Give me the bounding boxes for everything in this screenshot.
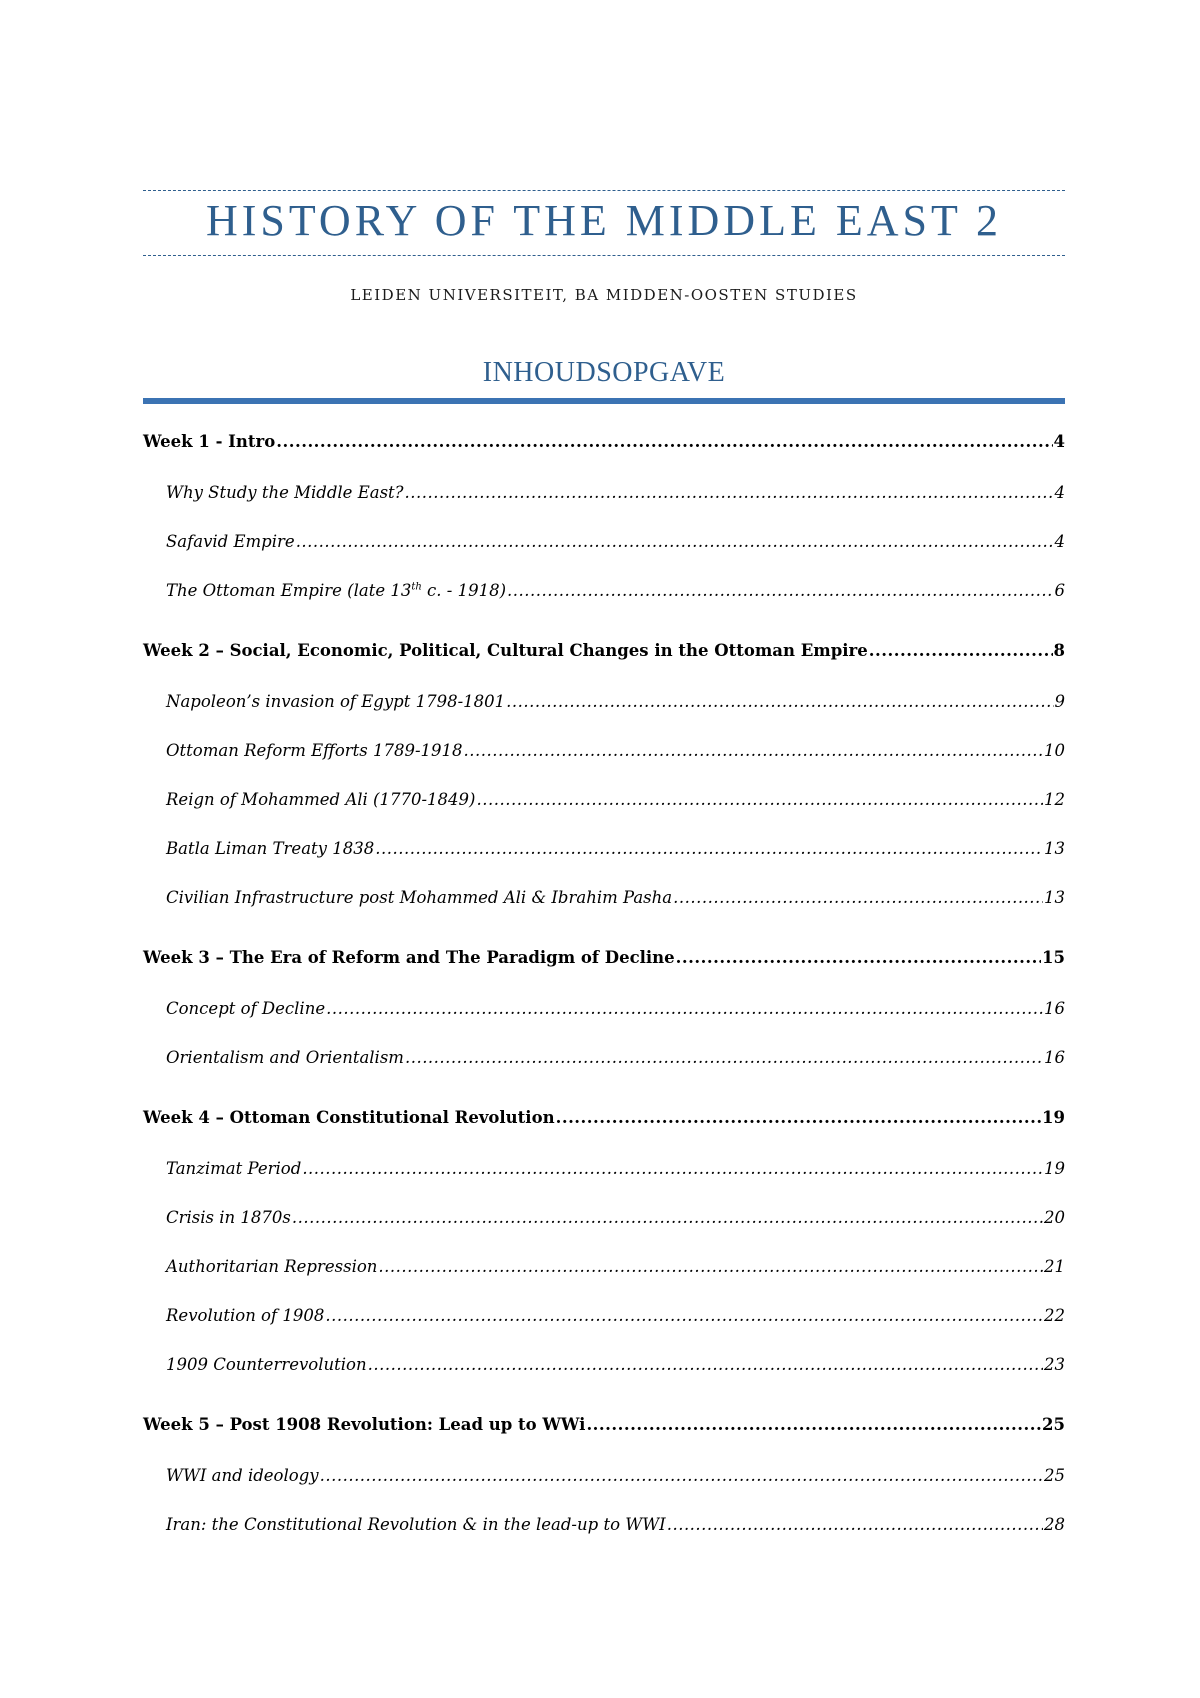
toc-entry-ottoman-reform[interactable]	[143, 741, 1065, 790]
document-subtitle: LEIDEN UNIVERSITEIT, BA MIDDEN-OOSTEN STUDIES	[350, 286, 858, 304]
toc-entry-label: Orientalism and Orientalism	[166, 1048, 404, 1067]
toc-entry-orientalism[interactable]	[143, 1048, 1065, 1108]
toc-leader-dots	[405, 1048, 1043, 1068]
toc-page-number: 4	[1054, 483, 1065, 502]
toc-entry-label: Napoleon’s invasion of Egypt 1798-1801	[166, 692, 506, 711]
toc-heading: INHOUDSOPGAVE	[482, 357, 726, 388]
toc-entry-label: Crisis in 1870s	[166, 1208, 291, 1227]
title-top-rule	[143, 190, 1065, 191]
toc-page-number: 15	[1042, 948, 1065, 967]
toc-entry-label: Week 2 – Social, Economic, Political, Cultural Changes in the Ottoman Empire	[143, 641, 868, 660]
toc-heading-rule	[143, 398, 1065, 404]
toc-entry-label: Reign of Mohammed Ali (1770-1849)	[166, 790, 476, 809]
toc-leader-dots	[326, 999, 1043, 1019]
toc-leader-dots	[378, 1257, 1043, 1277]
toc-entry-label: Iran: the Constitutional Revolution & in the lead-up to WWI	[166, 1515, 666, 1534]
toc-entry-revolution-1908[interactable]	[143, 1306, 1065, 1355]
toc-entry-label: Civilian Infrastructure post Mohammed Ali & Ibrahim Pasha	[166, 888, 673, 907]
toc-page-number: 21	[1044, 1257, 1065, 1276]
toc-leader-dots	[673, 888, 1043, 908]
toc-page-number: 8	[1053, 641, 1065, 660]
toc-entry-label: Why Study the Middle East?	[166, 483, 404, 502]
toc-leader-dots	[506, 692, 1053, 712]
toc-leader-dots	[292, 1208, 1043, 1228]
toc-page-number: 4	[1053, 432, 1065, 451]
toc-entry-week-5[interactable]	[143, 1415, 1065, 1466]
toc-label-superscript: th	[411, 581, 422, 593]
toc-entry-concept-of-decline[interactable]	[143, 999, 1065, 1048]
toc-entry-safavid-empire[interactable]	[143, 532, 1065, 581]
toc-entry-label: Authoritarian Repression	[166, 1257, 378, 1276]
toc-leader-dots	[368, 1355, 1043, 1375]
toc-entry-week-3[interactable]	[143, 948, 1065, 999]
toc-entry-iran-constitutional[interactable]	[143, 1515, 1065, 1564]
toc-entry-week-4[interactable]	[143, 1108, 1065, 1159]
toc-section-week-4	[143, 1108, 1065, 1415]
toc-entry-label: 1909 Counterrevolution	[166, 1355, 367, 1374]
toc-page-number: 20	[1044, 1208, 1065, 1227]
toc-leader-dots	[276, 432, 1052, 452]
toc-entry-why-study[interactable]	[143, 483, 1065, 532]
toc-entry-label: Revolution of 1908	[166, 1306, 325, 1325]
toc-page-number: 12	[1044, 790, 1065, 809]
toc-entry-batla-liman[interactable]	[143, 839, 1065, 888]
document-page	[143, 190, 1065, 1564]
toc-entry-label: Concept of Decline	[166, 999, 326, 1018]
toc-leader-dots	[464, 741, 1043, 761]
toc-entry-label: Week 5 – Post 1908 Revolution: Lead up to WWi	[143, 1415, 586, 1434]
toc-entry-crisis-1870s[interactable]	[143, 1208, 1065, 1257]
toc-page-number: 13	[1044, 888, 1065, 907]
toc-page-number: 28	[1044, 1515, 1065, 1534]
toc-page-number: 19	[1044, 1159, 1065, 1178]
toc-page-number: 9	[1054, 692, 1065, 711]
toc-entry-tanzimat-period[interactable]	[143, 1159, 1065, 1208]
toc-entry-week-1[interactable]	[143, 432, 1065, 483]
toc-page-number: 23	[1044, 1355, 1065, 1374]
title-bottom-rule	[143, 255, 1065, 256]
toc-entry-label: Ottoman Reform Efforts 1789-1918	[166, 741, 463, 760]
toc-section-week-5	[143, 1415, 1065, 1564]
toc-entry-label: Batla Liman Treaty 1838	[166, 839, 375, 858]
toc-entry-napoleon-invasion[interactable]	[143, 692, 1065, 741]
toc-entry-label: Safavid Empire	[166, 532, 295, 551]
toc-leader-dots	[667, 1515, 1043, 1535]
toc-entry-authoritarian-repression[interactable]	[143, 1257, 1065, 1306]
toc-page-number: 19	[1042, 1108, 1065, 1127]
toc-entry-label: Week 3 – The Era of Reform and The Paradigm of Decline	[143, 948, 675, 967]
toc-leader-dots	[477, 790, 1044, 810]
toc-page-number: 6	[1054, 581, 1065, 600]
toc-page-number: 10	[1044, 741, 1065, 760]
toc-entry-label: Week 1 - Intro	[143, 432, 276, 451]
toc-entry-label: Tanzimat Period	[166, 1159, 302, 1178]
toc-entry-wwi-ideology[interactable]	[143, 1466, 1065, 1515]
toc-entry-counterrevolution-1909[interactable]	[143, 1355, 1065, 1415]
document-title: HISTORY OF THE MIDDLE EAST 2	[205, 196, 1003, 245]
toc-page-number: 25	[1042, 1415, 1065, 1434]
toc-entry-week-2[interactable]	[143, 641, 1065, 692]
toc-leader-dots	[320, 1466, 1043, 1486]
toc-page-number: 13	[1044, 839, 1065, 858]
toc-leader-dots	[325, 1306, 1043, 1326]
toc-label-part: The Ottoman Empire (late 13	[166, 581, 412, 600]
toc-entry-label: Week 4 – Ottoman Constitutional Revolution	[143, 1108, 555, 1127]
toc-leader-dots	[586, 1415, 1041, 1435]
toc-page-number: 16	[1044, 999, 1065, 1018]
toc-leader-dots	[375, 839, 1043, 859]
toc-leader-dots	[507, 581, 1053, 601]
toc-page-number: 4	[1054, 532, 1065, 551]
toc-leader-dots	[869, 641, 1053, 661]
toc-section-week-2	[143, 641, 1065, 948]
toc-entry-label: WWI and ideology	[166, 1466, 319, 1485]
toc-page-number: 16	[1044, 1048, 1065, 1067]
toc-entry-label	[166, 581, 506, 601]
toc-leader-dots	[556, 1108, 1041, 1128]
table-of-contents	[143, 432, 1065, 1564]
toc-label-part: c. - 1918)	[421, 581, 507, 600]
toc-leader-dots	[296, 532, 1054, 552]
toc-leader-dots	[302, 1159, 1043, 1179]
toc-entry-mohammed-ali[interactable]	[143, 790, 1065, 839]
toc-page-number: 25	[1044, 1466, 1065, 1485]
toc-page-number: 22	[1044, 1306, 1065, 1325]
toc-leader-dots	[405, 483, 1054, 503]
toc-section-week-1	[143, 432, 1065, 641]
toc-entry-ottoman-empire[interactable]	[143, 581, 1065, 641]
toc-section-week-3	[143, 948, 1065, 1108]
toc-entry-civilian-infrastructure[interactable]	[143, 888, 1065, 948]
toc-leader-dots	[676, 948, 1041, 968]
